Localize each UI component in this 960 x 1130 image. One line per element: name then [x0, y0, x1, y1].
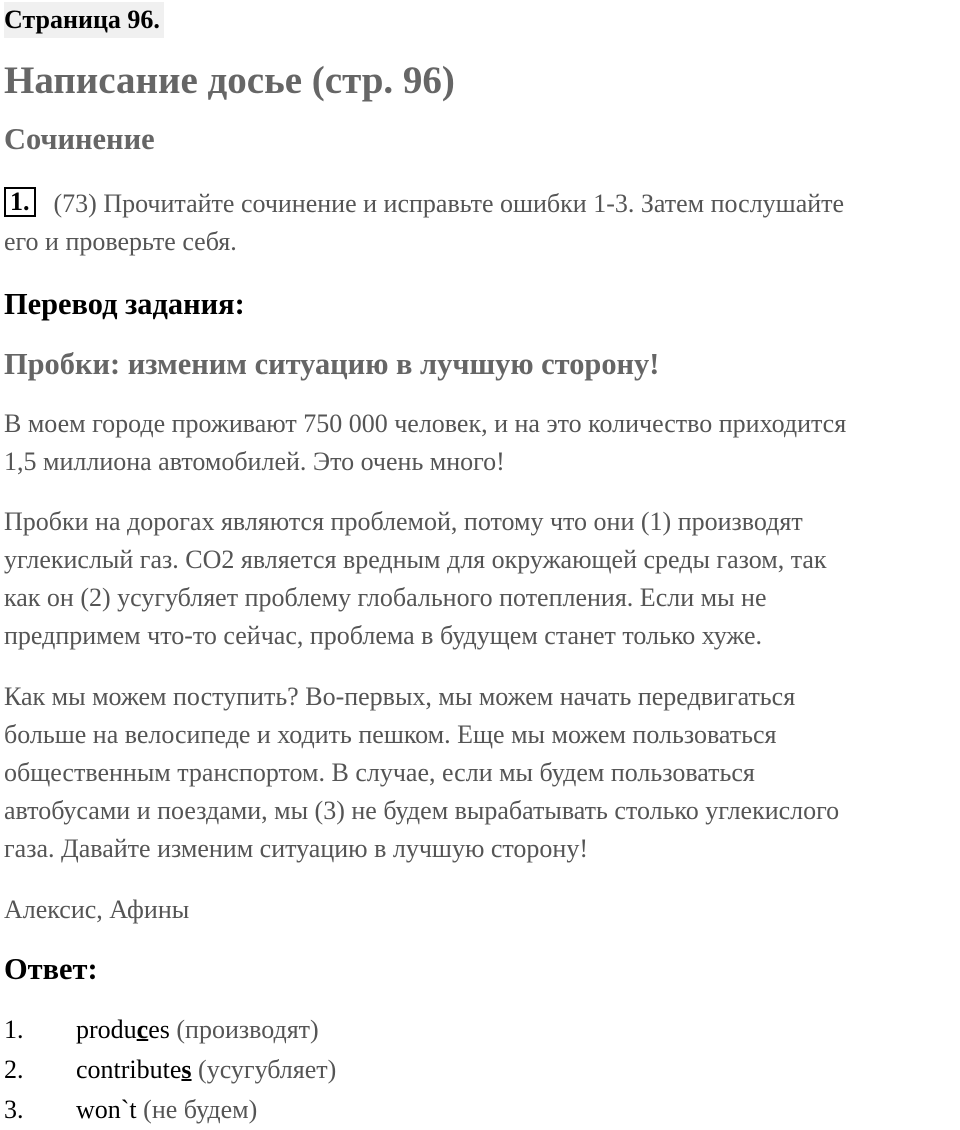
answer-word: won`t [76, 1095, 137, 1124]
task-text-line-2: его и проверьте себя. [4, 227, 237, 256]
essay-line: углекислый газ. СО2 является вредным для окружающей среды газом, так [4, 545, 827, 574]
answer-translation: (усугубляет) [198, 1055, 337, 1084]
subsection-title: Сочинение [4, 122, 155, 156]
page-title: Страница 96. [4, 2, 164, 38]
answer-item [4, 1050, 336, 1090]
answer-word: produces [76, 1015, 170, 1044]
corrected-letter: s [181, 1055, 192, 1084]
essay-line: газа. Давайте изменим ситуацию в лучшую сторону! [4, 834, 588, 863]
answer-number: 1. [4, 1015, 24, 1044]
essay-line: Как мы можем поступить? Во-первых, мы можем начать передвигаться [4, 682, 796, 711]
answer-item [4, 1090, 336, 1130]
answer-heading: Ответ: [4, 952, 98, 986]
essay-line: автобусами и поездами, мы (3) не будем вырабатывать столько углекислого [4, 796, 840, 825]
task-number-badge: 1. [4, 187, 36, 217]
essay-title: Пробки: изменим ситуацию в лучшую сторону! [4, 347, 660, 381]
essay-line: 1,5 миллиона автомобилей. Это очень много! [4, 447, 505, 476]
answer-translation: (производят) [176, 1015, 319, 1044]
corrected-letter: c [136, 1015, 149, 1044]
answer-list [4, 1010, 336, 1130]
essay-line: предпримем что-то сейчас, проблема в будущем станет только хуже. [4, 621, 763, 650]
section-title: Написание досье (стр. 96) [4, 59, 455, 102]
translation-heading: Перевод задания: [4, 287, 245, 321]
task-text-line-1: (73) Прочитайте сочинение и исправьте ошибки 1-3. Затем послушайте [53, 189, 845, 218]
essay-line: больше на велосипеде и ходить пешком. Еще мы можем пользоваться [4, 720, 777, 749]
answer-word: contributes [76, 1055, 192, 1084]
essay-line: В моем городе проживают 750 000 человек, и на это количество приходится [4, 409, 847, 438]
essay-paragraph-2 [4, 503, 960, 655]
essay-line: общественным транспортом. В случае, если мы будем пользоваться [4, 758, 755, 787]
essay-line: Пробки на дорогах являются проблемой, потому что они (1) производят [4, 507, 803, 536]
answer-number: 2. [4, 1055, 24, 1084]
task-instruction [4, 185, 960, 261]
essay-paragraph-3 [4, 678, 960, 868]
essay-line: как он (2) усугубляет проблему глобального потепления. Если мы не [4, 583, 767, 612]
answer-translation: (не будем) [143, 1095, 258, 1124]
answer-number: 3. [4, 1095, 24, 1124]
essay-paragraph-1 [4, 405, 960, 481]
answer-item [4, 1010, 336, 1050]
essay-signature: Алексис, Афины [4, 895, 190, 924]
